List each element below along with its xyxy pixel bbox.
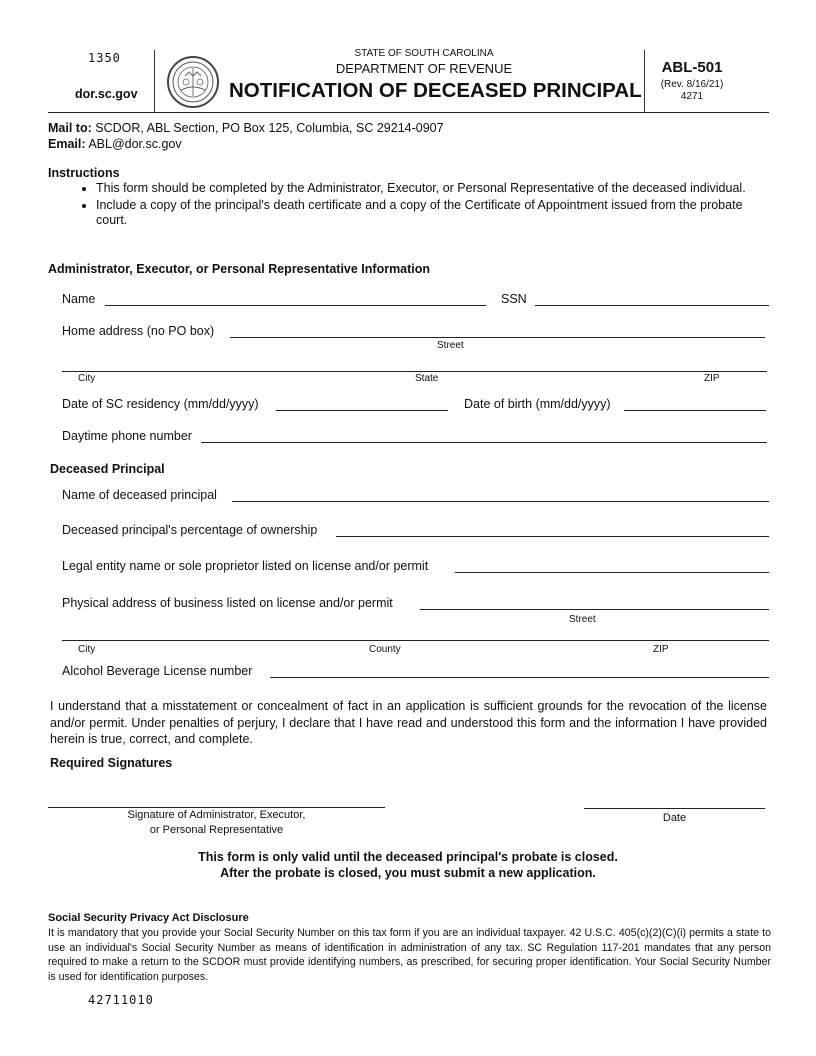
header-bottom-rule (48, 112, 769, 113)
date-label: Date (662, 812, 687, 824)
website: dor.sc.gov (75, 87, 138, 101)
phone-field[interactable] (201, 428, 767, 443)
dob-label: Date of birth (mm/dd/yyyy) (464, 397, 611, 411)
state-sublabel: State (415, 373, 439, 384)
date-field[interactable] (584, 794, 765, 809)
business-city-county-zip-field[interactable] (62, 626, 769, 641)
street-sublabel: Street (437, 340, 464, 351)
license-number-field[interactable] (270, 663, 769, 678)
city-sublabel: City (78, 373, 96, 384)
header-divider-right (644, 50, 645, 112)
state-name: STATE OF SOUTH CAROLINA (354, 48, 494, 59)
name-label: Name (62, 292, 96, 306)
form-number: ABL-501 (661, 59, 723, 76)
mail-address: SCDOR, ABL Section, PO Box 125, Columbia, SC 29214-0907 (95, 121, 444, 135)
signature-label-line2: or Personal Representative (149, 824, 284, 836)
deceased-name-label: Name of deceased principal (62, 488, 217, 502)
business-address-label: Physical address of business listed on license and/or permit (62, 596, 393, 610)
form-title: NOTIFICATION OF DECEASED PRINCIPAL (229, 79, 642, 102)
signatures-heading: Required Signatures (50, 756, 173, 770)
signature-field[interactable] (48, 793, 385, 808)
ssn-field[interactable] (535, 291, 769, 306)
ssn-label: SSN (501, 292, 527, 306)
instructions-heading: Instructions (48, 166, 120, 180)
residency-date-field[interactable] (276, 396, 448, 411)
license-number-label: Alcohol Beverage License number (62, 664, 253, 678)
instructions-list (76, 181, 756, 230)
revision-date: (Rev. 8/16/21) (660, 79, 724, 90)
header-divider-left (154, 50, 155, 112)
home-address-label: Home address (no PO box) (62, 324, 215, 338)
business-city-sublabel: City (78, 644, 96, 655)
zip-sublabel: ZIP (704, 373, 720, 384)
instruction-item: • This form should be completed by the Administrator, Executor, or Personal Representative of the deceased individual. (96, 181, 756, 196)
email-row (48, 137, 182, 151)
privacy-text: It is mandatory that you provide your Social Security Number on this tax form if you are an individual taxpayer. 42 U.S.C. 405(c)(2)(C)(i) permits a state to use an individual's Social Security Number as means of identification in administration of any tax. SC Regulation 117-201 mandates that any person required to make a return to the SCDOR must provide identifying numbers, as prescribed, for securing proper identification. Your Social Security Number is used for identification purposes. (48, 927, 771, 983)
home-street-field[interactable] (230, 323, 765, 338)
deceased-section-heading: Deceased Principal (50, 462, 165, 476)
privacy-disclosure (48, 926, 771, 984)
state-seal-icon (167, 56, 219, 108)
declaration (50, 698, 767, 748)
email-address: ABL@dor.sc.gov (88, 137, 182, 151)
form-id: 4271 (680, 91, 704, 102)
business-street-field[interactable] (420, 595, 769, 610)
admin-section-heading: Administrator, Executor, or Personal Representative Information (48, 262, 431, 276)
ownership-label: Deceased principal's percentage of ownership (62, 523, 318, 537)
dob-field[interactable] (624, 396, 766, 411)
department-name: DEPARTMENT OF REVENUE (335, 61, 513, 76)
signature-label-line1: Signature of Administrator, Executor, (127, 809, 306, 821)
form-code-top: 1350 (88, 51, 121, 65)
notice-line2: After the probate is closed, you must submit a new application. (220, 866, 596, 880)
privacy-heading: Social Security Privacy Act Disclosure (48, 912, 249, 924)
residency-date-label: Date of SC residency (mm/dd/yyyy) (62, 397, 259, 411)
email-label: Email: (48, 137, 86, 151)
business-street-sublabel: Street (569, 614, 596, 625)
business-county-sublabel: County (369, 644, 401, 655)
instruction-item: • Include a copy of the principal's death certificate and a copy of the Certificate of Appointment issued from the probate court. (96, 198, 756, 228)
ownership-field[interactable] (336, 522, 769, 537)
name-field[interactable] (105, 291, 486, 306)
deceased-name-field[interactable] (232, 487, 769, 502)
declaration-text: I understand that a misstatement or concealment of fact in an application is sufficient grounds for the revocation of the license and/or permit. Under penalties of perjury, I declare that I have read and understood this form and the information I have provided herein is true, correct, and complete. (50, 699, 767, 746)
entity-name-label: Legal entity name or sole proprietor listed on license and/or permit (62, 559, 429, 573)
home-city-state-zip-field[interactable] (62, 357, 767, 372)
form-code-bottom: 42711010 (88, 993, 154, 1007)
business-zip-sublabel: ZIP (653, 644, 669, 655)
entity-name-field[interactable] (455, 558, 769, 573)
notice-line1: This form is only valid until the deceased principal's probate is closed. (198, 850, 618, 864)
mail-to (48, 121, 444, 135)
mail-label: Mail to: (48, 121, 92, 135)
phone-label: Daytime phone number (62, 429, 192, 443)
